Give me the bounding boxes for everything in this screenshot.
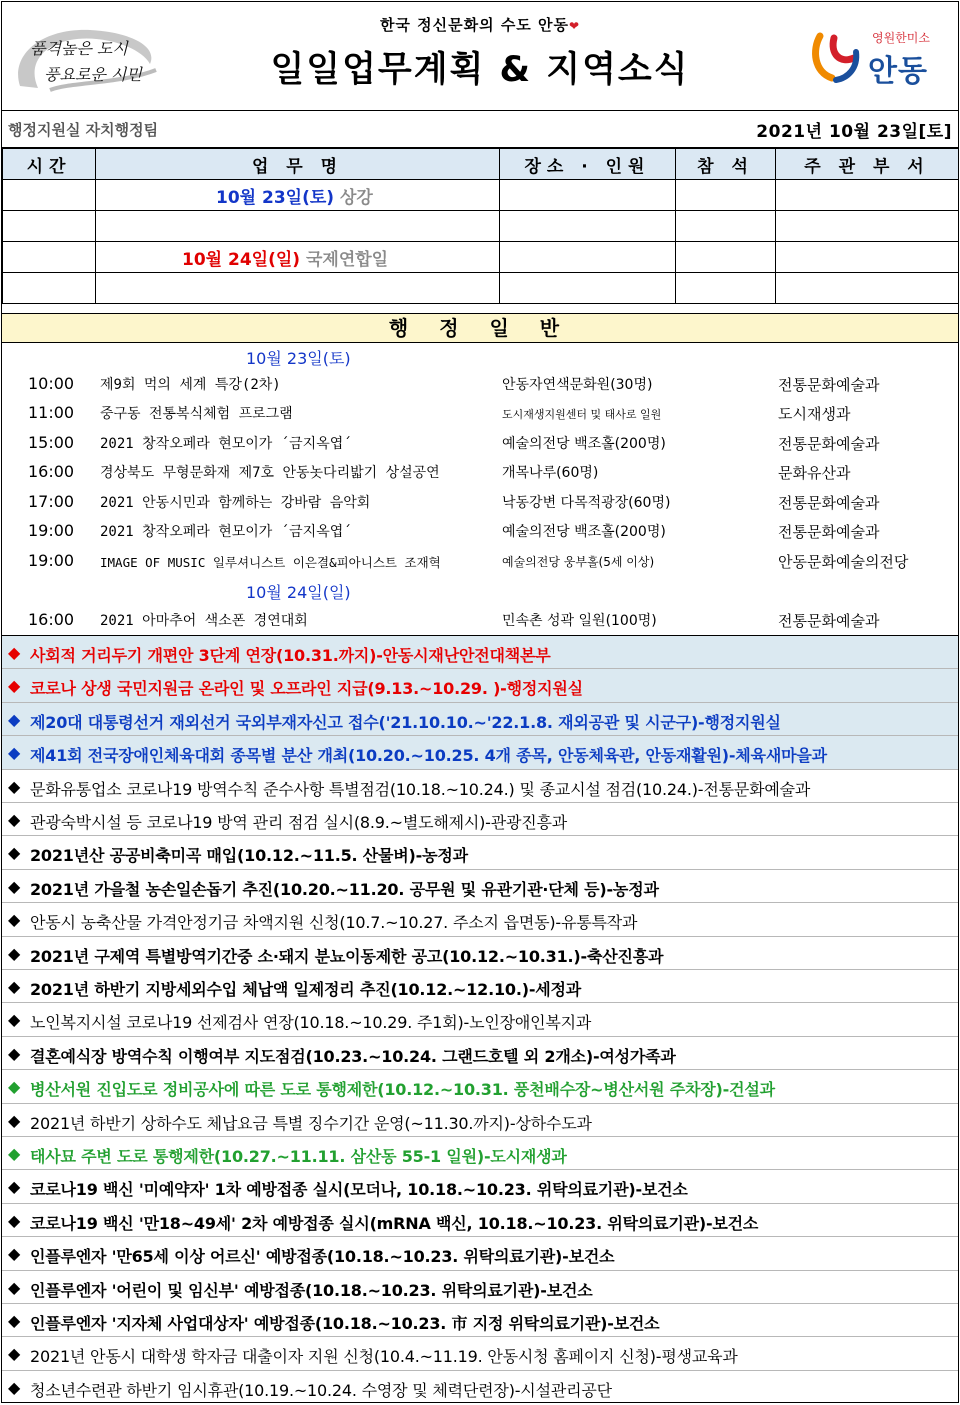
event-name: 제9회 먹의 세계 특강(2차) [100, 377, 281, 393]
diamond-bullet-icon: ◆ [8, 810, 21, 829]
section-title: 행 정 일 반 [2, 313, 958, 343]
event-dept: 전통문화예술과 [778, 523, 880, 541]
notice-item [2, 1270, 958, 1303]
notice-item [2, 702, 958, 735]
event-name: 경상북도 무형문화재 제7호 안동놋다리밟기 상설공연 [100, 465, 440, 481]
andong-smile-icon [810, 28, 862, 84]
event-dept: 전통문화예술과 [778, 376, 880, 394]
notice-text: 코로나19 백신 '만18~49세' 2차 예방접종 실시(mRNA 백신, 10.18.~10.23. 위탁의료기관)-보건소 [30, 1213, 759, 1233]
event-dept: 도시재생과 [778, 405, 851, 423]
notice-item [2, 869, 958, 902]
event-name: 2021 아마추어 색소폰 경연대회 [100, 613, 308, 629]
event-name: 2021 창작오페라 현모이가 ´금지옥엽´ [100, 524, 352, 540]
diamond-bullet-icon: ◆ [8, 943, 21, 963]
event-row [2, 489, 958, 518]
event-row [2, 459, 958, 488]
event-place: 안동자연색문화원(30명) [502, 377, 653, 393]
notice-text: 노인복지시설 코로나19 선제검사 연장(10.18.~10.29. 주1회)-노인장애인복지과 [30, 1013, 592, 1033]
logo-tagline: 영원한미소 [872, 31, 930, 45]
slogan-line-2: 풍요로운 시민 [44, 65, 142, 84]
header-place: 장소 · 인원 [500, 149, 676, 180]
notice-text: 청소년수련관 하반기 임시휴관(10.19.~10.24. 수영장 및 체력단련장)-시설관리공단 [30, 1380, 612, 1400]
diamond-bullet-icon: ◆ [8, 1210, 21, 1230]
notice-text: 2021년 하반기 상하수도 체납요금 특별 징수기간 운영(~11.30.까지)-상하수도과 [30, 1113, 592, 1133]
diamond-bullet-icon: ◆ [8, 1110, 21, 1130]
diamond-bullet-icon: ◆ [8, 676, 21, 696]
table-row [3, 211, 959, 242]
diamond-bullet-icon: ◆ [8, 1244, 21, 1264]
event-time: 16:00 [28, 462, 75, 481]
notice-text: 병산서원 진입도로 정비공사에 따른 도로 통행제한(10.12.~10.31. 풍천배수장~병산서원 주차장)-건설과 [30, 1080, 775, 1100]
event-place: 예술의전당 웅부홀(5세 이상) [502, 555, 655, 569]
diamond-bullet-icon: ◆ [8, 1043, 21, 1063]
day-label: 10월 23일(토) [246, 349, 351, 368]
event-time: 19:00 [28, 521, 75, 540]
event-row [2, 607, 958, 636]
event-time: 15:00 [28, 433, 75, 452]
diamond-bullet-icon: ◆ [8, 1177, 21, 1197]
event-dept: 안동문화예술의전당 [778, 553, 909, 571]
slogan-line-1: 품격높은 도시 [30, 39, 128, 58]
notice-item [2, 769, 958, 802]
highlight-name-2: 국제연합일 [305, 249, 389, 270]
event-place: 예술의전당 백조홀(200명) [502, 436, 666, 452]
event-time: 19:00 [28, 551, 75, 570]
subtitle-text: 한국 정신문화의 수도 안동 [379, 16, 569, 34]
day-label: 10월 24일(일) [246, 583, 351, 602]
event-row [2, 371, 958, 400]
highlight-day-1 [96, 180, 500, 211]
event-dept: 문화유산과 [778, 464, 851, 482]
notice-text: 인플루엔자 '만65세 이상 어르신' 예방접종(10.18.~10.23. 위탁의료기관)-보건소 [30, 1247, 615, 1267]
event-row [2, 400, 958, 429]
notice-text: 문화유통업소 코로나19 방역수칙 준수사항 특별점검(10.18.~10.24.) 및 종교시설 점검(10.24.)-전통문화예술과 [30, 779, 811, 799]
logo-city-name: 안동 [868, 54, 928, 89]
notice-item [2, 1370, 958, 1403]
event-row [2, 430, 958, 459]
smile-heart-icon: ❤ [569, 19, 581, 33]
diamond-bullet-icon: ◆ [8, 743, 21, 763]
event-place: 개목나루(60명) [502, 465, 599, 481]
notice-text: 태사묘 주변 도로 통행제한(10.27.~11.11. 삼산동 55-1 일원)-도시재생과 [30, 1147, 567, 1166]
event-place: 도시재생지원센터 및 태사로 일원 [502, 408, 662, 421]
notice-item [2, 1069, 958, 1102]
diamond-bullet-icon: ◆ [8, 910, 21, 930]
header-dept: 주 관 부 서 [776, 149, 959, 180]
event-time: 10:00 [28, 374, 75, 393]
header-attend: 참 석 [676, 149, 776, 180]
document-header [2, 2, 958, 110]
event-dept: 전통문화예술과 [778, 435, 880, 453]
event-row [2, 518, 958, 547]
event-name: 중구동 전통복식체험 프로그램 [100, 406, 293, 422]
table-row [3, 242, 959, 273]
highlight-date-2: 10월 24일(일) [182, 249, 301, 270]
event-name: IMAGE OF MUSIC 일루셔니스트 이은결&피아니스트 조재혁 [100, 555, 441, 570]
notice-item [2, 1103, 958, 1136]
event-time: 17:00 [28, 492, 75, 511]
notice-text: 코로나19 백신 '미예약자' 1차 예방접종 실시(모더나, 10.18.~10.23. 위탁의료기관)-보건소 [30, 1180, 688, 1200]
notice-text: 인플루엔자 '지자체 사업대상자' 예방접종(10.18.~10.23. 市 지정 위탁의료기관)-보건소 [30, 1314, 660, 1333]
notice-item [2, 802, 958, 835]
notice-item [2, 835, 958, 868]
page-title: 일일업무계획 & 지역소식 [270, 50, 690, 90]
event-place: 예술의전당 백조홀(200명) [502, 524, 666, 540]
diamond-bullet-icon: ◆ [8, 1311, 21, 1330]
notice-text: 2021년 구제역 특별방역기간중 소·돼지 분뇨이동제한 공고(10.12.~10.31.)-축산진흥과 [30, 946, 664, 966]
event-row [2, 548, 958, 577]
notice-text: 2021년산 공공비축미곡 매입(10.12.~11.5. 산물벼)-농정과 [30, 846, 468, 866]
notice-item [2, 902, 958, 935]
diamond-bullet-icon: ◆ [8, 776, 21, 796]
notice-text: 인플루엔자 '어린이 및 임신부' 예방접종(10.18.~10.23. 위탁의료기관)-보건소 [30, 1280, 593, 1300]
notice-item [2, 1303, 958, 1336]
highlight-day-2 [96, 242, 500, 273]
diamond-bullet-icon: ◆ [8, 709, 21, 729]
event-name: 2021 창작오페라 현모이가 ´금지옥엽´ [100, 436, 352, 452]
diamond-bullet-icon: ◆ [8, 1077, 21, 1097]
diamond-bullet-icon: ◆ [8, 1144, 21, 1163]
diamond-bullet-icon: ◆ [8, 1377, 21, 1397]
table-row [3, 273, 959, 304]
notice-text: 관광숙박시설 등 코로나19 방역 관리 점검 실시(8.9.~별도해제시)-관광진흥과 [30, 813, 568, 832]
document-date: 2021년 10월 23일[토] [756, 121, 952, 142]
highlight-name-1: 상강 [339, 187, 373, 208]
notice-item [2, 969, 958, 1002]
notice-text: 안동시 농축산물 가격안정기금 차액지원 신청(10.7.~10.27. 주소지 읍면동)-유통특작과 [30, 913, 638, 933]
diamond-bullet-icon: ◆ [8, 876, 21, 896]
table-header-row [3, 149, 959, 180]
diamond-bullet-icon: ◆ [8, 643, 21, 662]
header-time: 시간 [3, 149, 96, 180]
highlight-date-1: 10월 23일(토) [216, 187, 335, 208]
notice-item [2, 1169, 958, 1202]
diamond-bullet-icon: ◆ [8, 1010, 21, 1030]
notice-item [2, 635, 958, 668]
diamond-bullet-icon: ◆ [8, 1277, 21, 1297]
header-task: 업 무 명 [96, 149, 500, 180]
notice-item [2, 1036, 958, 1069]
event-time: 16:00 [28, 610, 75, 629]
document-page [1, 1, 959, 1403]
info-bar [2, 110, 958, 148]
diamond-bullet-icon: ◆ [8, 977, 21, 996]
notice-text: 제20대 대통령선거 재외선거 국외부재자신고 접수('21.10.10.~'22.1.8. 재외공관 및 시군구)-행정지원실 [30, 712, 781, 732]
notice-item [2, 1136, 958, 1169]
table-row [3, 180, 959, 211]
schedule-table [2, 148, 959, 304]
notice-item [2, 936, 958, 969]
notice-item [2, 1002, 958, 1035]
event-time: 11:00 [28, 403, 75, 422]
event-name: 2021 안동시민과 함께하는 강바람 음악회 [100, 495, 371, 511]
notice-text: 결혼예식장 방역수칙 이행여부 지도점검(10.23.~10.24. 그랜드호텔 외 2개소)-여성가족과 [30, 1046, 676, 1066]
notice-text: 코로나 상생 국민지원금 온라인 및 오프라인 지급(9.13.~10.29. )-행정지원실 [30, 679, 583, 699]
notice-item [2, 1236, 958, 1269]
event-dept: 전통문화예술과 [778, 612, 880, 630]
notice-item [2, 1203, 958, 1236]
diamond-bullet-icon: ◆ [8, 843, 21, 863]
notice-item [2, 668, 958, 701]
notice-text: 제41회 전국장애인체육대회 종목별 분산 개최(10.20.~10.25. 4개 종목, 안동체육관, 안동재활원)-체육새마을과 [30, 746, 827, 766]
event-place: 낙동강변 다목적광장(60명) [502, 495, 671, 511]
notice-text: 2021년 안동시 대학생 학자금 대출이자 지원 신청(10.4.~11.19. 안동시청 홈페이지 신청)-평생교육과 [30, 1347, 738, 1367]
notice-text: 2021년 가을철 농손일손돕기 추진(10.20.~11.20. 공무원 및 유관기관·단체 등)-농정과 [30, 879, 659, 899]
notice-text: 2021년 하반기 지방세외수입 체납액 일제정리 추진(10.12.~12.10.)-세정과 [30, 980, 582, 999]
notice-text: 사회적 거리두기 개편안 3단계 연장(10.31.까지)-안동시재난안전대책본부 [30, 646, 551, 665]
notice-item [2, 1336, 958, 1369]
event-place: 민속촌 성곽 일원(100명) [502, 613, 657, 629]
notice-item [2, 735, 958, 768]
event-dept: 전통문화예술과 [778, 494, 880, 512]
andong-logo [810, 26, 950, 89]
team-name: 행정지원실 자치행정팀 [8, 120, 159, 139]
diamond-bullet-icon: ◆ [8, 1344, 21, 1364]
